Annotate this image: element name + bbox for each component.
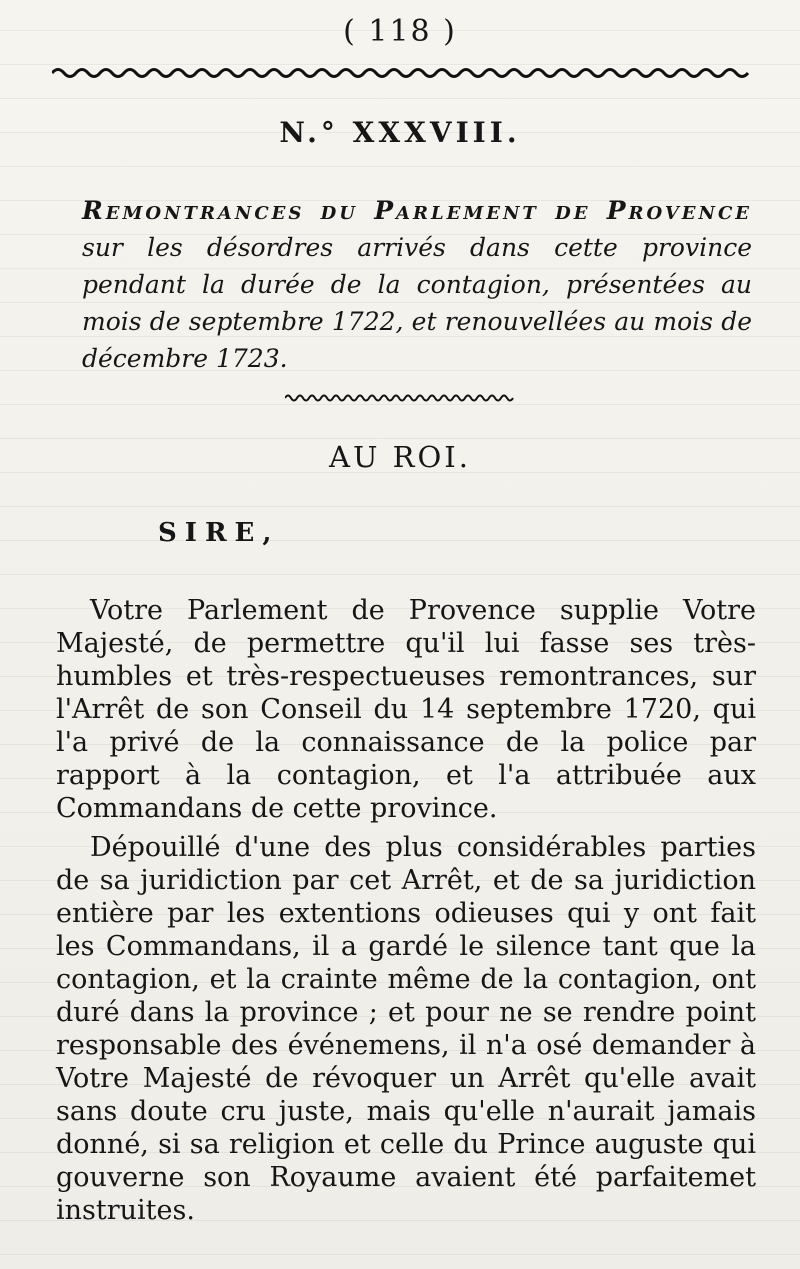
salutation: SIRE, (158, 518, 280, 548)
page-number: ( 118 ) (343, 14, 457, 49)
paragraph-1: Votre Parlement de Provence supplie Votre Majesté, de permettre qu'il lui fasse ses très-humbles et très-respectueuses remontrances, sur l'Arrêt de son Conseil du 14 septembre 1720, qui l'a privé de la connaissance de la police par rapport à la contagion, et l'a attribuée aux Commandans de cette province. (56, 595, 756, 824)
ornamental-rule-top (52, 66, 752, 80)
paragraph-2: Dépouillé d'une des plus considérables parties de sa juridiction par cet Arrêt, et de sa juridiction entière par les extentions odieuses qui y ont fait les Commandans, il a gardé le silence tant que la contagion, et la crainte même de la contagion, ont duré dans la province ; et pour ne se rendre point responsable des événemens, il n'a osé demander à Votre Majesté de révoquer un Arrêt qu'elle avait sans doute cru juste, mais qu'elle n'aurait jamais donné, si sa religion et celle du Prince auguste qui gouverne son Royaume avaient été parfaitemet instruites. (56, 832, 756, 1226)
ornamental-rule-middle (285, 392, 515, 404)
document-number: N.° XXXVIII. (279, 116, 521, 149)
title-lead: Remontrances du Parlement de Provence (82, 196, 752, 225)
addressee-heading: AU ROI. (329, 440, 471, 474)
body-text (56, 594, 756, 1233)
document-title (82, 192, 752, 377)
title-rest: sur les désordres arrivés dans cette province pendant la durée de la contagion, présentées au mois de septembre 1722, et renouvellées au mois de décembre 1723. (82, 233, 752, 373)
